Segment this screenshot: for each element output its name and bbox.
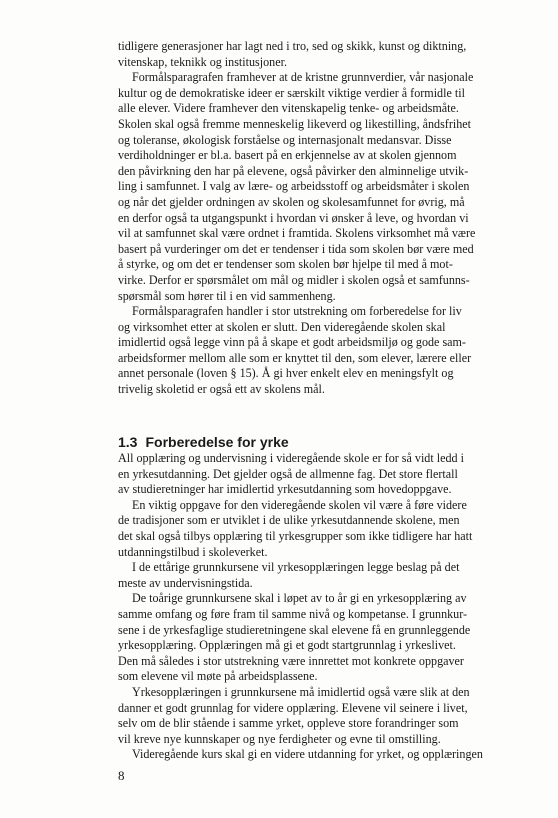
text-line: å styrke, og om det er tendenser som skolen bør hjelpe til med å mot-: [118, 257, 453, 272]
text-line: og virksomhet etter at skolen er slutt. Den videregående skolen skal: [118, 319, 446, 334]
text-line: arbeidsformer mellom alle som er knyttet til den, som elever, lærere eller: [118, 350, 472, 365]
text-line: av studieretninger har imidlertid yrkesutdanning som hovedoppgave.: [118, 482, 452, 497]
text-line: verdiholdninger er bl.a. basert på en erkjennelse av at skolen gjennom: [118, 148, 457, 163]
text-column: [118, 39, 530, 398]
text-line: vil kreve nye kunnskaper og nye ferdigheter og evne til omstilling.: [118, 731, 441, 746]
section-heading: [118, 434, 530, 451]
text-line: sene i de yrkesfaglige studieretningene skal elevene få en grunnleggende: [118, 622, 471, 637]
text-line: tidligere generasjoner har lagt ned i tro, sed og skikk, kunst og diktning,: [118, 39, 467, 53]
text-line: det skal også tilbys opplæring til yrkesgrupper som ikke tidligere har hatt: [118, 528, 473, 543]
text-line: alle elever. Videre framhever den vitenskapelig tenke- og arbeidsmåte.: [118, 101, 459, 116]
section-number: 1.3: [118, 434, 138, 450]
text-line: selv om de blir stående i samme yrket, oppleve store forandringer som: [118, 716, 459, 731]
text-line: All opplæring og undervisning i videregående skole er for så vidt ledd i: [118, 451, 464, 465]
text-line: utdanningstilbud i skoleverket.: [118, 544, 268, 559]
paragraph: [118, 591, 530, 685]
text-line: samme omfang og føre fram til samme nivå og kompetanse. I grunnkur-: [118, 606, 468, 621]
text-line: kultur og de demokratiske ideer er særskilt viktige verdier å formidle til: [118, 85, 465, 100]
text-line: imidlertid også legge vinn på å skape et godt arbeidsmiljø og gode sam-: [118, 335, 466, 350]
text-line: Den må således i stor utstrekning være innrettet mot konkrete oppgaver: [118, 653, 464, 668]
text-line: De toårige grunnkursene skal i løpet av to år gi en yrkesopplæring av: [132, 591, 467, 606]
section-title: Forberedelse for yrke: [145, 434, 289, 450]
text-line: spørsmål som hører til i en vid sammenheng.: [118, 288, 336, 303]
text-line: basert på vurderinger om det er tendenser i tida som skolen bør være med: [118, 241, 474, 256]
text-line: og toleranse, økologisk forståelse og internasjonalt medansvar. Disse: [118, 132, 452, 147]
text-line: Videregående kurs skal gi en videre utdanning for yrket, og opplæringen: [132, 747, 483, 762]
text-line: ling i samfunnet. I valg av lære- og arbeidsstoff og arbeidsmåter i skolen: [118, 179, 470, 194]
page-number: 8: [118, 768, 125, 783]
text-line: annet personale (loven § 15). Å gi hver enkelt elev en meningsfylt og: [118, 366, 454, 381]
text-line: den påvirkning den har på elevene, også påvirker den alminnelige utvik-: [118, 163, 469, 178]
text-line: Formålsparagrafen framhever at de kristne grunnverdier, vår nasjonale: [132, 70, 474, 85]
paragraph-continued: [118, 39, 530, 70]
paragraph: [118, 560, 530, 591]
text-line: en derfor også ta utgangspunkt i hvordan vi ønsker å leve, og hvordan vi: [118, 210, 469, 225]
section-1-3: [118, 434, 530, 763]
paragraph: [118, 498, 530, 560]
text-line: I de ettårige grunnkursene vil yrkesopplæringen legge beslag på det: [132, 560, 460, 575]
text-line: Formålsparagrafen handler i stor utstrekning om forberedelse for liv: [132, 304, 462, 319]
text-line: virke. Derfor er spørsmålet om mål og midler i skolen også et samfunns-: [118, 272, 470, 287]
text-line: de tradisjoner som er utviklet i de ulike yrkesutdannende skolene, men: [118, 513, 460, 528]
paragraph: [118, 70, 530, 304]
text-line: yrkesopplæring. Opplæringen må gi et godt startgrunnlag i yrkeslivet.: [118, 638, 456, 653]
text-line: og når det gjelder ordningen av skolen og skolesamfunnet for øvrig, må: [118, 194, 465, 209]
text-line: En viktig oppgave for den videregående skolen vil være å føre videre: [132, 497, 467, 512]
paragraph: [118, 304, 530, 398]
text-line: vil at samfunnet skal være ordnet i framtida. Skolens virksomhet må være: [118, 226, 476, 241]
paragraph: [118, 685, 530, 747]
text-line: meste av undervisningstida.: [118, 575, 253, 590]
text-line: en yrkesutdanning. Det gjelder også de allmenne fag. Det store flertall: [118, 466, 458, 481]
text-line: Yrkesopplæringen i grunnkursene må imidlertid også være slik at den: [132, 684, 470, 699]
paragraph: [118, 451, 530, 498]
paragraph: [118, 747, 530, 763]
text-line: trivelig skoletid er også ett av skolens mål.: [118, 382, 325, 397]
text-line: vitenskap, teknikk og institusjoner.: [118, 54, 287, 69]
text-line: danner et godt grunnlag for videre opplæring. Elevene vil seinere i livet,: [118, 700, 468, 715]
text-line: Skolen skal også fremme menneskelig likeverd og likestilling, åndsfrihet: [118, 116, 471, 131]
text-line: som elevene vil møte på arbeidsplassene.: [118, 669, 318, 684]
